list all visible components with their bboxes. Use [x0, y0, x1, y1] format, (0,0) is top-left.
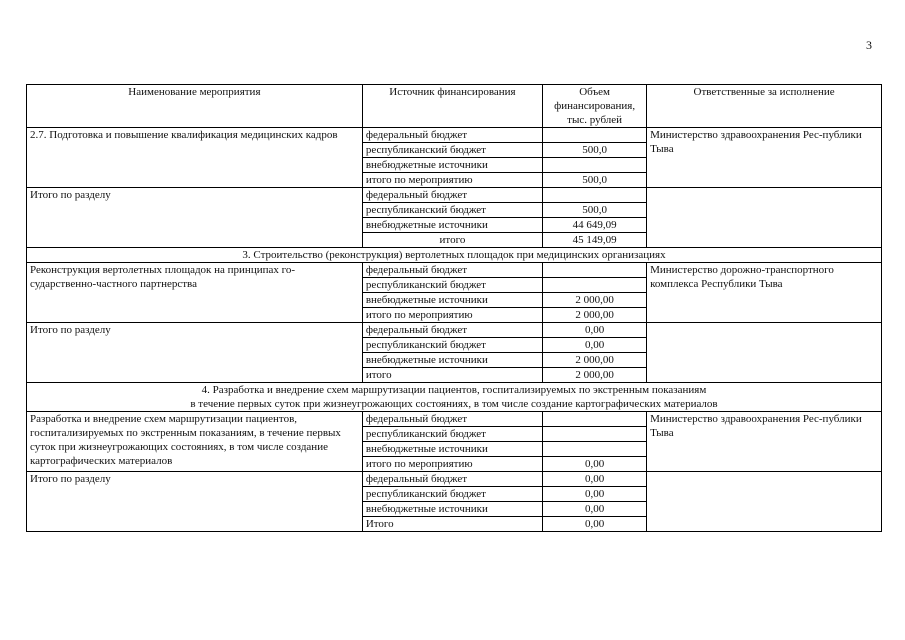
table-row — [27, 323, 882, 338]
header-source: Источник финансирования — [362, 85, 542, 128]
source-cell: итого — [362, 233, 542, 248]
table-header-row — [27, 85, 882, 128]
table-row — [27, 472, 882, 487]
amount-cell — [543, 427, 647, 442]
activity-title: Реконструкция вертолетных площадок на принципах го-сударственно-частного партнерства — [27, 263, 363, 323]
header-activity: Наименование мероприятия — [27, 85, 363, 128]
responsible-cell: Министерство дорожно-транспортного комплекса Республики Тыва — [647, 263, 882, 323]
responsible-cell — [647, 323, 882, 383]
amount-cell — [543, 412, 647, 427]
source-cell: республиканский бюджет — [362, 427, 542, 442]
section-title — [27, 383, 882, 412]
source-cell: внебюджетные источники — [362, 442, 542, 457]
source-cell: итого по мероприятию — [362, 173, 542, 188]
amount-cell: 0,00 — [543, 457, 647, 472]
source-cell: республиканский бюджет — [362, 203, 542, 218]
source-cell: федеральный бюджет — [362, 323, 542, 338]
section-title-line-2: в течение первых суток при жизнеугрожающих состояниях, в том числе создание картографических материалов — [190, 398, 718, 410]
source-cell: итого по мероприятию — [362, 308, 542, 323]
table-row — [27, 128, 882, 143]
funding-table — [26, 84, 882, 532]
amount-cell: 0,00 — [543, 323, 647, 338]
amount-cell: 2 000,00 — [543, 293, 647, 308]
amount-cell: 44 649,09 — [543, 218, 647, 233]
source-cell: республиканский бюджет — [362, 143, 542, 158]
section-row — [27, 248, 882, 263]
table-row — [27, 188, 882, 203]
amount-cell: 2 000,00 — [543, 308, 647, 323]
subtotal-title: Итого по разделу — [27, 188, 363, 248]
source-cell: федеральный бюджет — [362, 472, 542, 487]
source-cell: федеральный бюджет — [362, 188, 542, 203]
source-cell: республиканский бюджет — [362, 278, 542, 293]
amount-cell: 0,00 — [543, 517, 647, 532]
source-cell: республиканский бюджет — [362, 338, 542, 353]
amount-cell: 500,0 — [543, 203, 647, 218]
section-title: 3. Строительство (реконструкция) вертолетных площадок при медицинских организациях — [27, 248, 882, 263]
table-row — [27, 263, 882, 278]
amount-cell: 0,00 — [543, 487, 647, 502]
amount-cell — [543, 263, 647, 278]
amount-cell: 500,0 — [543, 173, 647, 188]
source-cell: внебюджетные источники — [362, 293, 542, 308]
activity-title: Разработка и внедрение схем маршрутизации пациентов, госпитализируемых по экстренным показаниям, в течение первых суток при жизнеугрожающих состояниях, в том числе создание картографических материалов — [27, 412, 363, 472]
amount-cell: 500,0 — [543, 143, 647, 158]
source-cell: Итого — [362, 517, 542, 532]
source-cell: федеральный бюджет — [362, 128, 542, 143]
subtotal-title: Итого по разделу — [27, 323, 363, 383]
table-row — [27, 412, 882, 427]
source-cell: внебюджетные источники — [362, 502, 542, 517]
responsible-cell — [647, 188, 882, 248]
amount-cell: 2 000,00 — [543, 368, 647, 383]
source-cell: федеральный бюджет — [362, 263, 542, 278]
responsible-cell: Министерство здравоохранения Рес-публики Тыва — [647, 128, 882, 188]
amount-cell — [543, 442, 647, 457]
amount-cell: 45 149,09 — [543, 233, 647, 248]
source-cell: республиканский бюджет — [362, 487, 542, 502]
amount-cell: 2 000,00 — [543, 353, 647, 368]
subtotal-title: Итого по разделу — [27, 472, 363, 532]
source-cell: внебюджетные источники — [362, 158, 542, 173]
section-title-line-1: 4. Разработка и внедрение схем маршрутизации пациентов, госпитализируемых по экстренным показаниям — [201, 384, 707, 396]
responsible-cell — [647, 472, 882, 532]
source-cell: итого — [362, 368, 542, 383]
source-cell: федеральный бюджет — [362, 412, 542, 427]
amount-cell — [543, 278, 647, 293]
header-volume: Объем финансирования, тыс. рублей — [543, 85, 647, 128]
amount-cell: 0,00 — [543, 472, 647, 487]
activity-title: 2.7. Подготовка и повышение квалификация медицинских кадров — [27, 128, 363, 188]
responsible-cell: Министерство здравоохранения Рес-публики Тыва — [647, 412, 882, 472]
amount-cell — [543, 158, 647, 173]
section-row — [27, 383, 882, 412]
amount-cell: 0,00 — [543, 502, 647, 517]
source-cell: внебюджетные источники — [362, 218, 542, 233]
source-cell: итого по мероприятию — [362, 457, 542, 472]
source-cell: внебюджетные источники — [362, 353, 542, 368]
amount-cell — [543, 128, 647, 143]
amount-cell: 0,00 — [543, 338, 647, 353]
page-number: 3 — [866, 38, 872, 52]
header-responsible: Ответственные за исполнение — [647, 85, 882, 128]
amount-cell — [543, 188, 647, 203]
